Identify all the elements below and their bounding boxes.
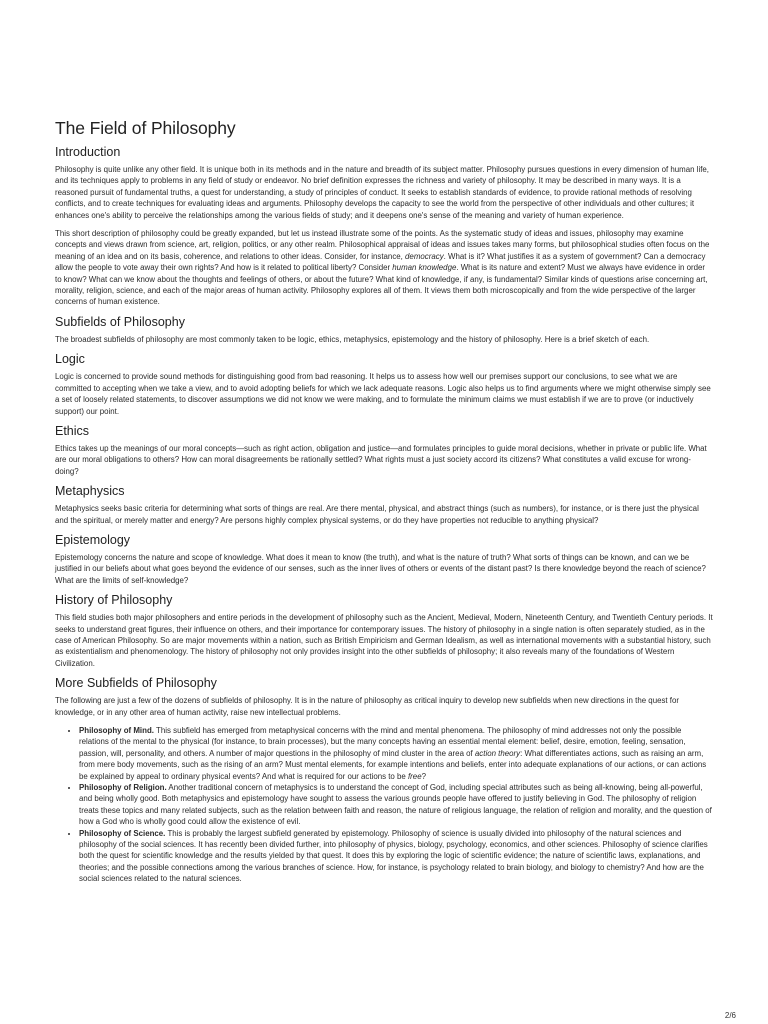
section-heading-logic: Logic [55,352,85,367]
paragraph [55,334,713,345]
italic-term: action theory [474,748,521,758]
document-page [55,118,713,885]
list-item [79,725,713,782]
italic-term: free [407,771,422,781]
text-run: The following are just a few of the dozens of subfields of philosophy. It is in the nature of philosophy as critical inquiry to develop new subfields when new directions in the quest for knowledge, or in any other area of human activity, raise new intellectual problems. [55,696,680,717]
text-run: Metaphysics seeks basic criteria for determining what sorts of things are real. Are there mental, physical, and abstract things (such as numbers), for instance, or is there just the physical and the spiritual, or merely matter and energy? Are persons highly complex physical systems, or do they have properties not reducible to anything physical? [55,504,699,525]
text-run: . What is it? What justifies it as a system of government? Can a democracy allow the people to vote away their own rights? And how is it related to political liberty? Consider [55,251,706,273]
paragraph [55,228,713,308]
section-heading-more-subfields-of-philosophy: More Subfields of Philosophy [55,676,217,691]
bold-lead: Philosophy of Religion. [79,783,167,793]
paragraph [55,695,713,718]
paragraph [55,164,713,221]
text-run: The broadest subfields of philosophy are most commonly taken to be logic, ethics, metaphysics, epistemology and the history of philosophy. Here is a brief sketch of each. [55,334,650,344]
text-run: ? [421,771,426,781]
subfield-list [55,725,713,885]
paragraph [55,612,713,669]
text-run: This subfield has emerged from metaphysical concerns with the mind and mental phenomena. The philosophy of mind addresses not only the possible relations of the mental to the physical (for instance, to brain processes), but the many concepts having an essential mental element: belief, desire, emotion, feeling, sensation, passion, will, personality, and others. A number of major questions in the philosophy of mind cluster in the area of [79,726,686,758]
paragraph [55,371,713,417]
section-heading-subfields-of-philosophy: Subfields of Philosophy [55,314,185,329]
text-run: Logic is concerned to provide sound methods for distinguishing good from bad reasoning. It helps us to assess how well our premises support our conclusions, to see what we are committed to accepting when we take a view, and to avoid adopting beliefs for which we lack adequate reasons. Logic also helps us to find arguments where we might otherwise simply see a set of loosely related statements, to discover assumptions we did not know we were making, and to formulate the minimum claims we must establish if we are to prove (or inductively support) our point. [55,372,711,416]
text-run: This field studies both major philosophers and entire periods in the development of philosophy such as the Ancient, Medieval, Modern, Nineteenth Century, and Twentieth Century periods. It seeks to understand great figures, their influence on others, and their importance for contemporary issues. The history of philosophy in a single nation is often separately studied, as in the case of American Philosophy. So are major movements within a nation, such as British Empiricism and German Idealism, as well as international movements with a substantial history, such as existentialism and phenomenology. The history of philosophy not only provides insight into the other subfields of philosophy; it also reveals many of the foundations of Western Civilization. [55,613,713,668]
italic-term: democracy [405,251,444,261]
bold-lead: Philosophy of Science. [79,828,166,838]
list-item [79,782,713,828]
section-heading-metaphysics: Metaphysics [55,484,125,499]
paragraph [55,443,713,477]
text-run: Ethics takes up the meanings of our moral concepts—such as right action, obligation and justice—and formulates principles to guide moral decisions, whether in private or public life. What are our moral obligations to others? How can moral disagreements be rationally settled? What rights must a just society accord its citizens? What constitutes a valid excuse for wrong-doing? [55,443,707,476]
section-heading-epistemology: Epistemology [55,532,131,547]
section-heading-introduction: Introduction [55,145,121,159]
text-run: Epistemology concerns the nature and scope of knowledge. What does it mean to know (the truth), and what is the nature of truth? What sorts of things can be known, and can we be justified in our beliefs about what goes beyond the evidence of our senses, such as the inner lives of others or events of the distant past? Is there knowledge beyond the reach of science? What are the limits of self-knowledge? [55,552,706,585]
text-run: This short description of philosophy could be greatly expanded, but let us instead illustrate some of the points. As the systematic study of ideas and issues, philosophy may examine concepts and views drawn from science, art, religion, politics, or any other realm. Philosophical appraisal of ideas and issues takes many forms, but philosophical studies often focus on the meaning of an idea and on its basis, coherence, and relations to other ideas. Consider, for instance, [55,229,710,261]
list-item [79,828,713,885]
section-heading-ethics: Ethics [55,423,90,438]
paragraph [55,552,713,586]
section-heading-history-of-philosophy: History of Philosophy [55,593,173,608]
text-run: : What differentiates actions, such as raising an arm, from mere body movements, such as the rising of an arm? Must mental elements, for example intentions and beliefs, enter into adequate explanations of our actions, or can actions be explained by appeal to ordinary physical events? And what is required for our actions to be [79,748,707,781]
text-run: . What is its nature and extent? Must we always have evidence in order to know? What can we know about the thoughts and feelings of others, or about the future? What kind of knowledge, if any, is fundamental? Similar kinds of questions arise concerning art, morality, religion, science, and each of the major areas of human activity. Philosophy explores all of them. It views them both microscopically and from the wide perspective of the larger concerns of human existence. [55,263,708,307]
paragraph [55,503,713,526]
bold-lead: Philosophy of Mind. [79,726,154,735]
italic-term: human knowledge [392,263,457,273]
text-run: This is probably the largest subfield generated by epistemology. Philosophy of science is usually divided into philosophy of the natural sciences and philosophy of the social sciences. It has recently been divided further, into philosophy of physics, biology, psychology, economics, and other sciences. Philosophy of science clarifies both the quest for scientific knowledge and the results yielded by that quest. It does this by exploring the logic of scientific evidence; the nature of scientific laws, explanations, and theories; and the possible connections among the various branches of science. How, for instance, is psychology related to brain biology, and biology to chemistry? And how are the social sciences related to the natural sciences. [79,828,708,884]
document-body [55,145,713,885]
text-run: Another traditional concern of metaphysics is to understand the concept of God, including special attributes such as being all-knowing, being all-powerful, and being wholly good. Both metaphysics and epistemology have sought to assess the various grounds people have offered to justify believing in God. The philosophy of religion treats these topics and many related subjects, such as the relation between faith and reason, the nature of religious language, the relation of religion and morality, and the question of how a God who is wholly good could allow the existence of evil. [79,783,712,827]
text-run: Philosophy is quite unlike any other field. It is unique both in its methods and in the nature and breadth of its subject matter. Philosophy pursues questions in every dimension of human life, and its techniques apply to problems in any field of study or endeavor. No brief definition expresses the richness and variety of philosophy. It may be described in many ways. It is a reasoned pursuit of fundamental truths, a quest for understanding, a study of principles of conduct. It seeks to establish standards of evidence, to provide rational methods of resolving conflicts, and to create techniques for evaluating ideas and arguments. Philosophy develops the capacity to see the world from the perspective of other individuals and other cultures; it enhances one's ability to perceive the relationships among the various fields of study; and it deepens one's sense of the meaning and variety of human experience. [55,165,709,220]
document-title: The Field of Philosophy [55,118,236,138]
page-number: 2/6 [724,1011,736,1020]
